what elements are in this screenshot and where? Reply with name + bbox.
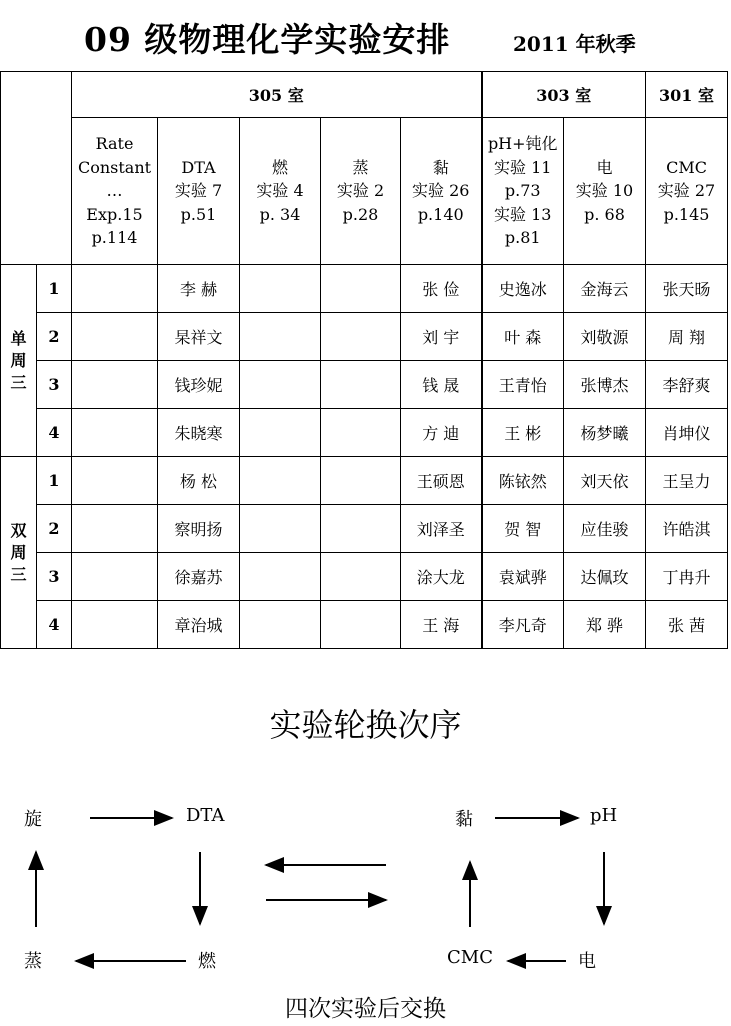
experiment-line: 实验 11 — [494, 157, 552, 177]
experiment-header — [564, 118, 646, 265]
experiment-line: 实验 2 — [336, 181, 385, 201]
student-cell: 钱珍妮 — [158, 361, 240, 409]
student-cell — [240, 553, 321, 601]
student-cell: 刘 宇 — [401, 313, 482, 361]
semester-label: 2011 年秋季 — [513, 32, 636, 56]
room-header: 301 室 — [646, 72, 728, 118]
student-cell: 李凡奇 — [482, 601, 564, 649]
student-cell: 王青怡 — [482, 361, 564, 409]
student-cell: 王呈力 — [646, 457, 728, 505]
row-number: 3 — [37, 361, 72, 409]
schedule-table — [0, 71, 728, 649]
student-cell: 刘敬源 — [564, 313, 646, 361]
experiment-line: Constant — [77, 157, 152, 177]
week-label-char: 三 — [10, 372, 27, 392]
experiment-line: DTA — [181, 157, 216, 177]
node-nian: 黏 — [455, 809, 473, 830]
rotation-title: 实验轮换次序 — [269, 706, 462, 744]
week-label-char: 单 — [10, 328, 27, 348]
experiment-line: 电 — [596, 157, 613, 177]
experiment-header — [158, 118, 240, 265]
experiment-line: 实验 27 — [657, 181, 716, 201]
student-cell: 钱 晟 — [401, 361, 482, 409]
experiment-line: p.28 — [342, 204, 379, 224]
student-cell: 许皓淇 — [646, 505, 728, 553]
student-cell: 陈铱然 — [482, 457, 564, 505]
experiment-line: pH+钝化 — [487, 134, 558, 154]
table-row — [1, 265, 728, 313]
student-cell — [240, 601, 321, 649]
node-cmc: CMC — [447, 947, 493, 968]
node-xuan: 旋 — [24, 809, 42, 830]
experiment-line: p.51 — [180, 204, 217, 224]
student-cell: 章治城 — [158, 601, 240, 649]
student-cell — [240, 409, 321, 457]
node-dian: 电 — [578, 951, 596, 972]
student-cell: 刘天依 — [564, 457, 646, 505]
student-cell — [72, 265, 158, 313]
row-number: 4 — [37, 409, 72, 457]
student-cell — [321, 361, 401, 409]
student-cell — [72, 313, 158, 361]
experiment-line: … — [106, 181, 123, 201]
experiment-line: p. 34 — [259, 204, 301, 224]
student-cell: 张天旸 — [646, 265, 728, 313]
student-cell: 王 彬 — [482, 409, 564, 457]
corner-cell — [1, 72, 72, 265]
room-header-row — [1, 72, 728, 118]
experiment-line: p.81 — [504, 228, 541, 248]
experiment-header — [321, 118, 401, 265]
row-number: 4 — [37, 601, 72, 649]
experiment-header — [482, 118, 564, 265]
student-cell — [240, 505, 321, 553]
student-cell: 达佩玫 — [564, 553, 646, 601]
week-label — [1, 457, 37, 649]
experiment-header-row — [1, 118, 728, 265]
experiment-line: 蒸 — [352, 157, 369, 177]
student-cell — [72, 553, 158, 601]
experiment-header — [401, 118, 482, 265]
experiment-line: Exp.15 — [86, 204, 143, 224]
student-cell: 王 海 — [401, 601, 482, 649]
student-cell — [321, 457, 401, 505]
row-number: 2 — [37, 313, 72, 361]
student-cell: 史逸冰 — [482, 265, 564, 313]
experiment-line: 实验 10 — [575, 181, 634, 201]
room-header: 305 室 — [72, 72, 482, 118]
student-cell — [321, 313, 401, 361]
student-cell: 涂大龙 — [401, 553, 482, 601]
rotation-arrows — [0, 790, 731, 990]
table-row — [1, 457, 728, 505]
student-cell: 贺 智 — [482, 505, 564, 553]
student-cell — [240, 361, 321, 409]
student-cell — [321, 409, 401, 457]
table-row — [1, 313, 728, 361]
node-dta: DTA — [186, 805, 225, 826]
table-row — [1, 361, 728, 409]
experiment-line: CMC — [666, 157, 707, 177]
student-cell: 叶 森 — [482, 313, 564, 361]
experiment-line: 实验 4 — [256, 181, 304, 201]
row-number: 2 — [37, 505, 72, 553]
student-cell — [321, 553, 401, 601]
experiment-line: 黏 — [432, 157, 449, 177]
table-row — [1, 505, 728, 553]
student-cell: 李舒爽 — [646, 361, 728, 409]
student-cell: 徐嘉苏 — [158, 553, 240, 601]
node-zheng: 蒸 — [24, 951, 42, 972]
row-number: 1 — [37, 265, 72, 313]
student-cell: 张博杰 — [564, 361, 646, 409]
student-cell: 应佳骏 — [564, 505, 646, 553]
student-cell: 刘泽圣 — [401, 505, 482, 553]
week-label-char: 三 — [10, 564, 27, 584]
table-row — [1, 553, 728, 601]
experiment-line: 燃 — [271, 157, 288, 177]
student-cell — [72, 601, 158, 649]
experiment-line: p. 68 — [584, 204, 625, 224]
experiment-line: p.114 — [91, 228, 138, 248]
student-cell: 朱晓寒 — [158, 409, 240, 457]
student-cell: 丁冉升 — [646, 553, 728, 601]
student-cell — [321, 505, 401, 553]
student-cell — [72, 457, 158, 505]
student-cell: 金海云 — [564, 265, 646, 313]
student-cell: 杨梦曦 — [564, 409, 646, 457]
student-cell — [240, 457, 321, 505]
student-cell — [72, 505, 158, 553]
week-label-char: 双 — [10, 520, 27, 540]
experiment-line: p.73 — [504, 181, 541, 201]
week-label-char: 周 — [10, 350, 27, 370]
experiment-line: 实验 13 — [494, 204, 552, 224]
table-row — [1, 601, 728, 649]
student-cell: 方 迪 — [401, 409, 482, 457]
experiment-line: 实验 7 — [174, 181, 223, 201]
row-number: 1 — [37, 457, 72, 505]
week-label-char: 周 — [10, 542, 27, 562]
student-cell: 杨 松 — [158, 457, 240, 505]
student-cell: 郑 骅 — [564, 601, 646, 649]
student-cell — [321, 601, 401, 649]
experiment-line: p.145 — [663, 204, 710, 224]
student-cell — [321, 265, 401, 313]
experiment-line: p.140 — [417, 204, 464, 224]
exchange-note: 四次实验后交换 — [285, 996, 446, 1022]
student-cell: 肖坤仪 — [646, 409, 728, 457]
experiment-line: Rate — [95, 134, 134, 154]
node-ran: 燃 — [198, 951, 216, 972]
student-cell: 杲祥文 — [158, 313, 240, 361]
experiment-header — [72, 118, 158, 265]
experiment-header — [240, 118, 321, 265]
node-ph: pH — [590, 805, 618, 826]
student-cell: 周 翔 — [646, 313, 728, 361]
table-row — [1, 409, 728, 457]
student-cell: 张 俭 — [401, 265, 482, 313]
page-header — [0, 14, 731, 64]
student-cell: 察明扬 — [158, 505, 240, 553]
student-cell — [72, 361, 158, 409]
week-label — [1, 265, 37, 457]
experiment-header — [646, 118, 728, 265]
page-title: 09 级物理化学实验安排 — [84, 20, 451, 59]
room-header: 303 室 — [482, 72, 646, 118]
student-cell — [240, 265, 321, 313]
student-cell: 李 赫 — [158, 265, 240, 313]
experiment-line: 实验 26 — [412, 181, 470, 201]
student-cell — [72, 409, 158, 457]
row-number: 3 — [37, 553, 72, 601]
student-cell: 袁斌骅 — [482, 553, 564, 601]
student-cell: 张 茜 — [646, 601, 728, 649]
student-cell — [240, 313, 321, 361]
student-cell: 王硕恩 — [401, 457, 482, 505]
